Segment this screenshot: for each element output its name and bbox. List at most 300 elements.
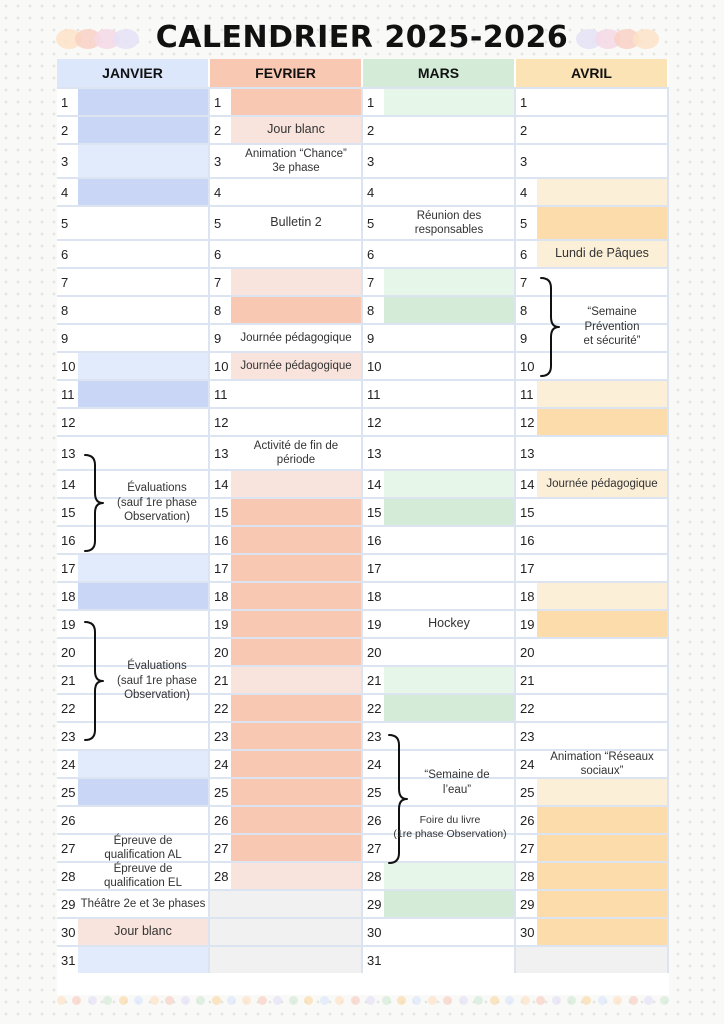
day-number: 14: [214, 476, 229, 492]
day-cell-fill: [537, 381, 667, 407]
day-row: [363, 553, 516, 581]
brace-janvier-evaluations-1: [83, 453, 105, 553]
decor-dot: [212, 996, 221, 1005]
day-row: [210, 777, 363, 805]
day-cell-fill: [384, 179, 514, 205]
day-row: [363, 889, 516, 917]
day-cell-fill: [231, 779, 361, 805]
day-number: 18: [367, 588, 382, 604]
day-event: Lundi de Pâques: [555, 246, 649, 261]
day-cell-fill: [384, 89, 514, 115]
day-event: Activité de fin de période: [253, 439, 339, 466]
day-cell-fill: [537, 207, 667, 239]
day-cell-fill: [537, 89, 667, 115]
day-row: [363, 267, 516, 295]
day-number: 5: [214, 215, 222, 231]
day-number: 9: [367, 330, 375, 346]
decor-dot: [227, 996, 236, 1005]
day-row: [363, 917, 516, 945]
day-number: 4: [520, 184, 528, 200]
day-row: [516, 637, 669, 665]
day-cell-fill: [231, 639, 361, 665]
day-row: [210, 143, 363, 177]
day-number: 21: [367, 672, 382, 688]
day-row: [363, 637, 516, 665]
day-number: 8: [214, 302, 222, 318]
day-number: 1: [214, 94, 222, 110]
day-number: [516, 947, 536, 973]
day-number: 31: [61, 952, 76, 968]
day-row: [363, 497, 516, 525]
day-row: [516, 239, 669, 267]
day-number: 3: [214, 153, 222, 169]
day-row: [516, 525, 669, 553]
day-row: [516, 693, 669, 721]
day-row: [57, 609, 210, 637]
day-cell-fill: [78, 297, 208, 323]
day-number: 18: [520, 588, 535, 604]
day-row: [210, 553, 363, 581]
day-number: 24: [367, 756, 382, 772]
day-event: Théâtre 2e et 3e phases: [80, 897, 206, 910]
day-number: 15: [61, 504, 76, 520]
day-number: 20: [520, 644, 535, 660]
day-number: [210, 947, 230, 973]
day-row: [210, 115, 363, 143]
decor-dot: [536, 996, 545, 1005]
decor-dot: [165, 996, 174, 1005]
day-number: 16: [367, 532, 382, 548]
day-number: 11: [61, 386, 75, 402]
day-cell-fill: [231, 611, 361, 637]
decor-dot: [397, 996, 406, 1005]
day-number: 14: [367, 476, 382, 492]
day-number: 31: [367, 952, 382, 968]
day-cell-fill: [384, 527, 514, 553]
day-cell-fill: [231, 695, 361, 721]
decor-dot: [57, 996, 66, 1005]
day-row: [210, 581, 363, 609]
day-number: 5: [520, 215, 528, 231]
day-row: [210, 87, 363, 115]
day-cell-fill: [384, 241, 514, 267]
day-row: [516, 945, 669, 973]
day-row: [210, 749, 363, 777]
day-cell-fill: [537, 891, 667, 917]
decor-dot: [242, 996, 251, 1005]
day-row: [57, 553, 210, 581]
day-cell-fill: [384, 381, 514, 407]
decor-dot: [660, 996, 669, 1005]
day-row: [57, 407, 210, 435]
day-number: 25: [520, 784, 535, 800]
decor-dot: [582, 996, 591, 1005]
day-row: [516, 861, 669, 889]
day-row: [210, 351, 363, 379]
day-number: 16: [214, 532, 229, 548]
day-event: Épreuve de qualification EL: [104, 862, 182, 889]
decor-dot: [521, 996, 530, 1005]
day-event: Jour blanc: [267, 122, 325, 137]
day-row: [57, 861, 210, 889]
day-cell-fill: [231, 471, 361, 497]
day-number: 8: [61, 302, 69, 318]
day-number: 10: [214, 358, 229, 374]
day-event: Animation “Réseaux sociaux”: [550, 750, 654, 777]
day-number: 12: [61, 414, 76, 430]
day-row: [363, 115, 516, 143]
day-number: 24: [61, 756, 76, 772]
day-cell-fill: [78, 179, 208, 205]
decor-dot: [289, 996, 298, 1005]
day-cell-fill: [78, 409, 208, 435]
decor-dot: [196, 996, 205, 1005]
day-row: [516, 749, 669, 777]
day-cell-fill: [231, 89, 361, 115]
day-row: [363, 177, 516, 205]
day-cell-fill: [384, 409, 514, 435]
day-event: Journée pédagogique: [546, 477, 658, 490]
day-row: [210, 267, 363, 295]
day-cell-fill: [537, 117, 667, 143]
day-row: [516, 205, 669, 239]
day-cell-fill: [78, 381, 208, 407]
day-row: [210, 833, 363, 861]
day-number: 20: [367, 644, 382, 660]
day-number: 7: [367, 274, 375, 290]
day-number: 10: [61, 358, 76, 374]
day-number: 1: [367, 94, 375, 110]
decor-dot: [119, 996, 128, 1005]
decor-dot: [258, 996, 267, 1005]
day-row: [363, 87, 516, 115]
day-row: [57, 87, 210, 115]
day-row: [363, 295, 516, 323]
day-cell-fill: [78, 353, 208, 379]
day-row: [516, 665, 669, 693]
day-event: Jour blanc: [114, 924, 172, 939]
day-number: 26: [367, 812, 382, 828]
day-cell-fill: [537, 919, 667, 945]
day-row: [516, 609, 669, 637]
day-row: [210, 693, 363, 721]
day-number: 3: [61, 153, 69, 169]
decor-dot: [181, 996, 190, 1005]
day-row: [516, 177, 669, 205]
day-number: 22: [520, 700, 535, 716]
day-number: 24: [520, 756, 535, 772]
day-number: 14: [61, 476, 76, 492]
day-cell-fill: [78, 555, 208, 581]
day-cell-fill: [78, 269, 208, 295]
day-row: [210, 665, 363, 693]
day-number: 5: [61, 215, 69, 231]
calendar-grid: [57, 59, 669, 995]
day-cell-fill: [231, 891, 361, 917]
day-row: [57, 833, 210, 861]
day-cell-fill: [231, 297, 361, 323]
day-number: 11: [214, 386, 228, 402]
day-number: 20: [214, 644, 229, 660]
day-row: [57, 805, 210, 833]
day-row: [210, 917, 363, 945]
day-number: 17: [367, 560, 382, 576]
day-number: 6: [61, 246, 69, 262]
day-number: 20: [61, 644, 76, 660]
day-number: 1: [61, 94, 69, 110]
day-cell-fill: [231, 807, 361, 833]
day-row: [363, 721, 516, 749]
day-row: [516, 553, 669, 581]
day-number: 13: [61, 445, 76, 461]
day-event: Bulletin 2: [270, 215, 322, 230]
day-row: [516, 497, 669, 525]
day-number: 28: [520, 868, 535, 884]
day-cell-fill: [384, 269, 514, 295]
day-event: Réunion des responsables: [414, 209, 484, 236]
day-row: [516, 889, 669, 917]
day-number: 30: [520, 924, 535, 940]
day-number: 13: [214, 445, 229, 461]
day-row: [57, 379, 210, 407]
day-number: 26: [214, 812, 229, 828]
day-cell-fill: [537, 611, 667, 637]
day-row: [210, 721, 363, 749]
day-cell-fill: [384, 947, 514, 973]
day-number: 6: [367, 246, 375, 262]
day-number: 28: [367, 868, 382, 884]
day-cell-fill: [537, 863, 667, 889]
day-cell-fill: [231, 863, 361, 889]
month-header: AVRIL: [516, 59, 669, 87]
day-cell-fill: [537, 723, 667, 749]
day-row: [210, 239, 363, 267]
day-number: 12: [520, 414, 535, 430]
day-number: 4: [367, 184, 375, 200]
day-row: [57, 917, 210, 945]
day-row: [57, 581, 210, 609]
day-cell-fill: [537, 695, 667, 721]
month-column-fevrier: [210, 59, 363, 995]
day-number: 27: [520, 840, 535, 856]
day-row: [57, 749, 210, 777]
day-number: 23: [214, 728, 229, 744]
day-number: 25: [61, 784, 76, 800]
day-event: Hockey: [428, 616, 470, 631]
decor-dot: [134, 996, 143, 1005]
decor-dot: [613, 996, 622, 1005]
day-cell-fill: [231, 527, 361, 553]
day-number: 30: [367, 924, 382, 940]
day-number: 13: [367, 445, 382, 461]
month-header: JANVIER: [57, 59, 210, 87]
day-number: 23: [367, 728, 382, 744]
day-row: [363, 143, 516, 177]
day-row: [363, 665, 516, 693]
decor-dot: [428, 996, 437, 1005]
day-cell-fill: [384, 297, 514, 323]
day-cell-fill: [78, 583, 208, 609]
day-row: [516, 777, 669, 805]
day-cell-fill: [384, 353, 514, 379]
day-number: 2: [214, 122, 222, 138]
day-cell-fill: [78, 241, 208, 267]
day-number: 23: [61, 728, 76, 744]
day-cell-fill: [537, 179, 667, 205]
day-row: [57, 239, 210, 267]
decor-dot: [412, 996, 421, 1005]
day-row: [363, 407, 516, 435]
day-number: 10: [367, 358, 382, 374]
day-cell-fill: [384, 919, 514, 945]
day-cell-fill: [384, 145, 514, 177]
month-column-avril: [516, 59, 669, 995]
day-cell-fill: [231, 499, 361, 525]
day-row: [57, 267, 210, 295]
day-number: 6: [520, 246, 528, 262]
day-number: 2: [61, 122, 69, 138]
day-row: [516, 143, 669, 177]
day-row: [363, 581, 516, 609]
day-cell-fill: [384, 583, 514, 609]
day-cell-fill: [78, 751, 208, 777]
day-row: [210, 177, 363, 205]
day-cell-fill: [78, 145, 208, 177]
day-number: 18: [214, 588, 229, 604]
day-number: 8: [520, 302, 528, 318]
day-cell-fill: [537, 779, 667, 805]
day-cell-fill: [231, 583, 361, 609]
decor-dot: [304, 996, 313, 1005]
day-cell-fill: [78, 947, 208, 973]
day-row: [516, 805, 669, 833]
day-row: [210, 407, 363, 435]
annotation-mars-foire-du-livre: Foire du livre (1re phase Observation): [393, 814, 507, 840]
decor-dot: [320, 996, 329, 1005]
decor-dot: [552, 996, 561, 1005]
day-cell-fill: [384, 863, 514, 889]
day-row: [57, 295, 210, 323]
day-number: 30: [61, 924, 76, 940]
day-row: [363, 609, 516, 637]
day-row: [363, 205, 516, 239]
day-row: [210, 945, 363, 973]
day-number: 22: [214, 700, 229, 716]
day-event: Épreuve de qualification AL: [104, 834, 182, 861]
day-number: 27: [214, 840, 229, 856]
day-number: 29: [61, 896, 76, 912]
day-cell-fill: [78, 89, 208, 115]
day-number: 15: [367, 504, 382, 520]
day-number: 7: [214, 274, 222, 290]
month-header: FEVRIER: [210, 59, 363, 87]
decor-dot: [382, 996, 391, 1005]
day-cell-fill: [384, 891, 514, 917]
day-number: 6: [214, 246, 222, 262]
day-cell-fill: [537, 947, 667, 973]
day-row: [210, 435, 363, 469]
day-cell-fill: [231, 835, 361, 861]
day-number: 16: [520, 532, 535, 548]
day-row: [210, 889, 363, 917]
day-row: [57, 205, 210, 239]
day-cell-fill: [231, 409, 361, 435]
day-row: [363, 469, 516, 497]
day-cell-fill: [537, 555, 667, 581]
decorative-dots-left: [56, 27, 146, 51]
day-number: 25: [214, 784, 229, 800]
day-row: [363, 351, 516, 379]
day-cell-fill: [78, 807, 208, 833]
day-number: 9: [214, 330, 222, 346]
day-row: [57, 889, 210, 917]
day-cell-fill: [384, 499, 514, 525]
day-number: 19: [520, 616, 535, 632]
day-cell-fill: [384, 695, 514, 721]
day-cell-fill: [537, 583, 667, 609]
day-cell-fill: [537, 807, 667, 833]
day-number: 9: [61, 330, 69, 346]
annotation-avril-prevention: “Semaine Prévention et sécurité”: [583, 305, 641, 348]
day-cell-fill: [384, 667, 514, 693]
day-row: [210, 469, 363, 497]
day-cell-fill: [537, 667, 667, 693]
day-cell-fill: [384, 325, 514, 351]
day-row: [57, 177, 210, 205]
day-cell-fill: [231, 555, 361, 581]
day-event: Animation “Chance” 3e phase: [245, 147, 347, 174]
day-number: 19: [61, 616, 76, 632]
day-number: 4: [61, 184, 69, 200]
day-number: 14: [520, 476, 535, 492]
annotation-janvier-evaluations-2: Évaluations (sauf 1re phase Observation): [117, 659, 197, 702]
day-cell-fill: [384, 555, 514, 581]
day-row: [57, 721, 210, 749]
brace-avril-prevention: [539, 276, 561, 378]
day-row: [516, 87, 669, 115]
day-row: [210, 805, 363, 833]
day-number: 13: [520, 445, 535, 461]
decor-dot: [474, 996, 483, 1005]
day-number: 22: [61, 700, 76, 716]
day-row: [363, 693, 516, 721]
day-event: Journée pédagogique: [240, 359, 352, 372]
day-number: 21: [61, 672, 76, 688]
day-number: 19: [214, 616, 229, 632]
day-number: 7: [520, 274, 528, 290]
day-cell-fill: [231, 241, 361, 267]
day-cell-fill: [537, 409, 667, 435]
day-number: 11: [520, 386, 534, 402]
decor-dot: [459, 996, 468, 1005]
day-number: 11: [367, 386, 381, 402]
day-number: 17: [520, 560, 535, 576]
decor-dot: [273, 996, 282, 1005]
day-number: 23: [520, 728, 535, 744]
day-number: 10: [520, 358, 535, 374]
day-number: 1: [520, 94, 528, 110]
day-row: [210, 323, 363, 351]
day-cell-fill: [537, 437, 667, 469]
day-row: [57, 143, 210, 177]
day-number: 9: [520, 330, 528, 346]
day-cell-fill: [78, 325, 208, 351]
day-number: 5: [367, 215, 375, 231]
day-row: [210, 609, 363, 637]
month-header: MARS: [363, 59, 516, 87]
day-number: 21: [214, 672, 229, 688]
day-number: 24: [214, 756, 229, 772]
